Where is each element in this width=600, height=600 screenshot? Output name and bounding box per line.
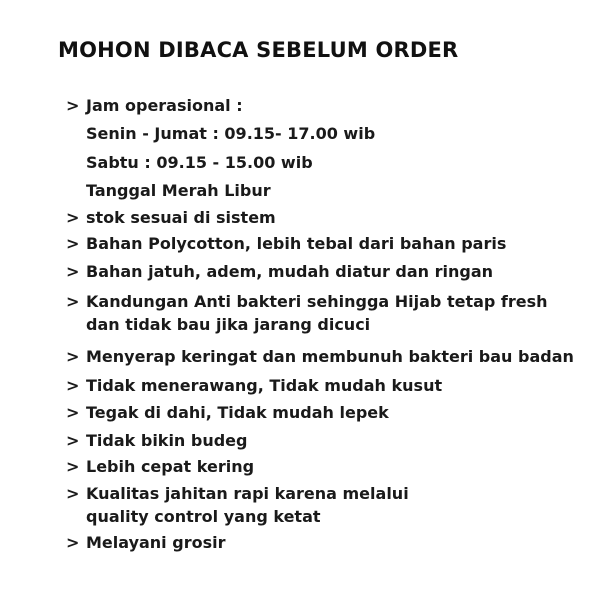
list-item-opacity: [66, 376, 442, 395]
list-item-text: stok sesuai di sistem: [86, 208, 276, 227]
list-item-text: Lebih cepat kering: [86, 457, 255, 476]
list-item-antibacterial-continued: dan tidak bau jika jarang dicuci: [86, 315, 371, 334]
list-item-drying: [66, 457, 254, 476]
list-item-drape: [66, 262, 493, 281]
list-item-text: Tidak menerawang, Tidak mudah kusut: [86, 376, 443, 395]
bullet-marker: >: [66, 457, 80, 476]
list-item-text: Melayani grosir: [86, 533, 226, 552]
bullet-marker: >: [66, 431, 80, 450]
hours-holiday: Tanggal Merah Libur: [86, 181, 271, 200]
list-item-sweat: [66, 347, 574, 366]
list-item-antibacterial: [66, 292, 548, 311]
bullet-marker: >: [66, 234, 80, 253]
list-item-hearing: [66, 431, 247, 450]
list-item-stock: [66, 208, 276, 227]
list-item-text: Tegak di dahi, Tidak mudah lepek: [86, 403, 389, 422]
bullet-marker: >: [66, 403, 80, 422]
list-item-text: Bahan Polycotton, lebih tebal dari bahan paris: [86, 234, 507, 253]
bullet-marker: >: [66, 484, 80, 503]
list-item-forehead: [66, 403, 389, 422]
hours-heading: Jam operasional :: [86, 96, 243, 115]
list-item-text: Kualitas jahitan rapi karena melalui: [86, 484, 409, 503]
bullet-marker: >: [66, 208, 80, 227]
bullet-marker: >: [66, 533, 80, 552]
list-item-text: Bahan jatuh, adem, mudah diatur dan ringan: [86, 262, 494, 281]
bullet-marker: >: [66, 96, 80, 115]
bullet-marker: >: [66, 292, 80, 311]
bullet-marker: >: [66, 347, 80, 366]
hours-weekday: Senin - Jumat : 09.15- 17.00 wib: [86, 124, 376, 143]
list-item-material: [66, 234, 506, 253]
list-item-text: Menyerap keringat dan membunuh bakteri bau badan: [86, 347, 574, 366]
page-title: MOHON DIBACA SEBELUM ORDER: [58, 38, 459, 62]
list-item-text: Tidak bikin budeg: [86, 431, 248, 450]
list-item-quality: [66, 484, 409, 503]
bullet-marker: >: [66, 376, 80, 395]
bullet-marker: >: [66, 262, 80, 281]
list-item-hours-heading: [66, 96, 243, 115]
list-item-text: Kandungan Anti bakteri sehingga Hijab tetap fresh: [86, 292, 548, 311]
list-item-quality-continued: quality control yang ketat: [86, 507, 321, 526]
hours-saturday: Sabtu : 09.15 - 15.00 wib: [86, 153, 313, 172]
list-item-wholesale: [66, 533, 225, 552]
